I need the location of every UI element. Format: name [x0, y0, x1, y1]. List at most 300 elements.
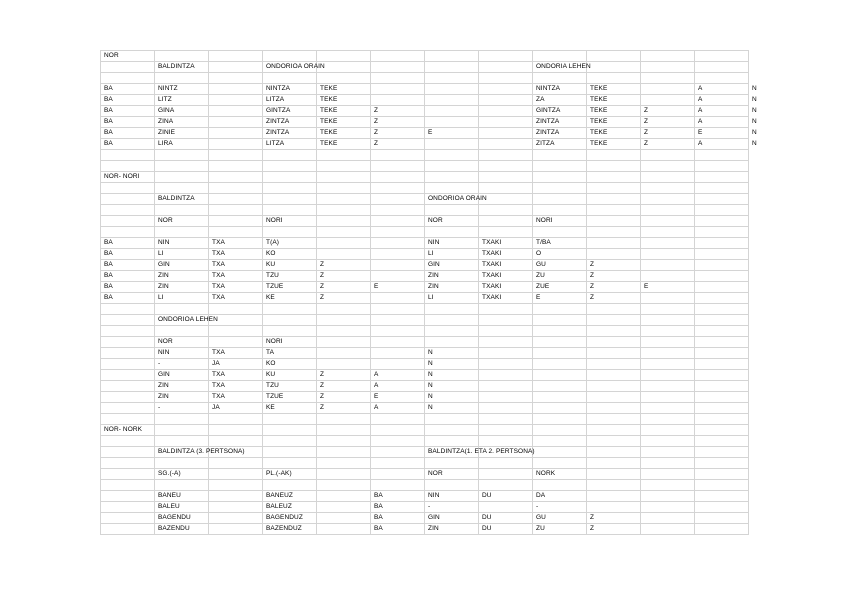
sheet-cell: [587, 414, 641, 425]
sheet-cell: BA: [101, 249, 155, 260]
sheet-cell: [479, 425, 533, 436]
sheet-row: [101, 194, 749, 205]
sheet-cell: [371, 95, 425, 106]
sheet-cell: Z: [587, 513, 641, 524]
sheet-cell: [101, 205, 155, 216]
sheet-cell: [317, 480, 371, 491]
sheet-row: [101, 458, 749, 469]
sheet-cell: [479, 172, 533, 183]
sheet-cell: [371, 161, 425, 172]
sheet-cell: [101, 315, 155, 326]
sheet-cell: BAGENDUZ: [263, 513, 317, 524]
sheet-cell: [209, 326, 263, 337]
sheet-cell: TEKE: [587, 117, 641, 128]
sheet-cell: [479, 183, 533, 194]
sheet-cell: [695, 293, 749, 304]
sheet-cell: [641, 293, 695, 304]
sheet-cell: ZIN: [155, 392, 209, 403]
sheet-cell: [641, 370, 695, 381]
sheet-cell: [479, 117, 533, 128]
sheet-cell: NINTZ: [155, 84, 209, 95]
sheet-row: [101, 150, 749, 161]
sheet-cell: [155, 205, 209, 216]
sheet-cell: [641, 381, 695, 392]
sheet-cell: [317, 491, 371, 502]
sheet-cell: [209, 62, 263, 73]
sheet-cell: KU: [263, 260, 317, 271]
sheet-cell: NOR- NORI: [101, 172, 155, 183]
sheet-cell: [425, 414, 479, 425]
sheet-cell: GIN: [155, 260, 209, 271]
sheet-cell: [317, 194, 371, 205]
sheet-cell: [641, 51, 695, 62]
sheet-cell: [479, 359, 533, 370]
sheet-cell: [101, 359, 155, 370]
sheet-cell: Z: [371, 139, 425, 150]
sheet-cell: [533, 227, 587, 238]
sheet-row: [101, 293, 749, 304]
sheet-cell: [371, 348, 425, 359]
sheet-cell: [425, 436, 479, 447]
sheet-cell: [641, 414, 695, 425]
sheet-cell: TXA: [209, 348, 263, 359]
sheet-cell: [371, 227, 425, 238]
sheet-cell-text: N: [752, 85, 757, 92]
sheet-cell: Z: [371, 106, 425, 117]
sheet-cell: [155, 480, 209, 491]
sheet-cell: [587, 337, 641, 348]
sheet-cell: Z: [317, 282, 371, 293]
sheet-cell: TXA: [209, 260, 263, 271]
sheet-cell: SG.(-A): [155, 469, 209, 480]
sheet-cell: [155, 414, 209, 425]
sheet-cell: BAZENDU: [155, 524, 209, 535]
sheet-row: [101, 260, 749, 271]
sheet-cell: [371, 480, 425, 491]
sheet-cell: NOR- NORK: [101, 425, 155, 436]
sheet-cell: -: [425, 502, 479, 513]
sheet-cell: [641, 403, 695, 414]
sheet-cell: T(A): [263, 238, 317, 249]
sheet-cell: ONDORIOA ORAIN: [425, 194, 479, 205]
sheet-cell: TEKE: [587, 106, 641, 117]
sheet-cell: [695, 282, 749, 293]
sheet-cell: [101, 414, 155, 425]
sheet-cell: TXAKI: [479, 260, 533, 271]
sheet-row: [101, 381, 749, 392]
sheet-cell: BALEUZ: [263, 502, 317, 513]
sheet-cell: [209, 139, 263, 150]
sheet-cell: LITZA: [263, 95, 317, 106]
sheet-cell: [101, 183, 155, 194]
sheet-cell: TXA: [209, 381, 263, 392]
sheet-cell: [425, 304, 479, 315]
sheet-row: [101, 172, 749, 183]
sheet-row: [101, 249, 749, 260]
sheet-cell: Z: [317, 403, 371, 414]
sheet-row: [101, 84, 749, 95]
sheet-cell: [695, 249, 749, 260]
sheet-cell: [695, 524, 749, 535]
sheet-cell: [695, 469, 749, 480]
sheet-cell: DA: [533, 491, 587, 502]
sheet-cell: [101, 216, 155, 227]
sheet-cell: [263, 447, 317, 458]
sheet-cell: TXAKI: [479, 249, 533, 260]
sheet-cell: [101, 304, 155, 315]
sheet-row: [101, 106, 749, 117]
sheet-cell: [425, 51, 479, 62]
sheet-cell: NOR: [101, 51, 155, 62]
sheet-cell-text: E: [698, 129, 703, 136]
sheet-cell: BA: [371, 513, 425, 524]
sheet-cell: [425, 95, 479, 106]
sheet-cell: [695, 172, 749, 183]
sheet-cell: NINTZA: [533, 84, 587, 95]
sheet-cell: [479, 337, 533, 348]
sheet-cell: [209, 425, 263, 436]
sheet-cell: [479, 381, 533, 392]
sheet-cell: BALDINTZA: [155, 62, 209, 73]
sheet-cell: ZITZA: [533, 139, 587, 150]
sheet-cell: [587, 403, 641, 414]
sheet-cell: GINTZA: [533, 106, 587, 117]
sheet-cell: [641, 304, 695, 315]
sheet-row: [101, 502, 749, 513]
sheet-row: [101, 227, 749, 238]
sheet-cell: TEKE: [587, 95, 641, 106]
sheet-row: [101, 183, 749, 194]
sheet-cell: [641, 513, 695, 524]
sheet-cell: [371, 216, 425, 227]
sheet-cell: [317, 502, 371, 513]
sheet-cell: [263, 227, 317, 238]
sheet-cell: [587, 370, 641, 381]
sheet-cell: [317, 161, 371, 172]
sheet-cell: [263, 425, 317, 436]
sheet-cell: [317, 238, 371, 249]
sheet-cell: [533, 403, 587, 414]
sheet-cell: [101, 337, 155, 348]
sheet-cell: [209, 502, 263, 513]
sheet-cell: [641, 227, 695, 238]
sheet-cell: [479, 436, 533, 447]
sheet-cell: [263, 315, 317, 326]
sheet-cell: [695, 216, 749, 227]
sheet-cell: -: [533, 502, 587, 513]
sheet-cell: [209, 205, 263, 216]
sheet-cell: Z: [587, 260, 641, 271]
sheet-row: [101, 128, 749, 139]
sheet-cell: Z: [587, 282, 641, 293]
sheet-cell: A: [371, 381, 425, 392]
sheet-cell: NORK: [533, 469, 587, 480]
sheet-cell: [533, 205, 587, 216]
sheet-cell: BA: [101, 117, 155, 128]
sheet-cell: JA: [209, 403, 263, 414]
sheet-cell: TZU: [263, 271, 317, 282]
sheet-cell: [371, 304, 425, 315]
sheet-cell: TXA: [209, 238, 263, 249]
sheet-cell: NORI: [533, 216, 587, 227]
sheet-cell: [425, 139, 479, 150]
sheet-cell: ZINIE: [155, 128, 209, 139]
sheet-cell: [479, 73, 533, 84]
sheet-cell: Z: [641, 117, 695, 128]
sheet-cell: [371, 194, 425, 205]
sheet-cell: [587, 469, 641, 480]
sheet-cell: [479, 227, 533, 238]
sheet-cell: [371, 447, 425, 458]
sheet-cell: BA: [101, 282, 155, 293]
sheet-cell: [317, 458, 371, 469]
sheet-cell: ZINTZA: [533, 117, 587, 128]
sheet-cell: BA: [371, 491, 425, 502]
sheet-cell: [479, 161, 533, 172]
sheet-cell-text: N: [752, 96, 757, 103]
sheet-row: [101, 447, 749, 458]
sheet-row: [101, 370, 749, 381]
sheet-cell: TXAKI: [479, 271, 533, 282]
sheet-cell: [695, 304, 749, 315]
sheet-cell: ZU: [533, 524, 587, 535]
sheet-cell: [209, 480, 263, 491]
sheet-cell: [101, 458, 155, 469]
sheet-cell: [371, 425, 425, 436]
sheet-cell: [695, 227, 749, 238]
sheet-cell: [101, 194, 155, 205]
sheet-cell: NIN: [425, 238, 479, 249]
sheet-cell: [533, 194, 587, 205]
sheet-cell: [533, 51, 587, 62]
sheet-cell: DU: [479, 513, 533, 524]
sheet-cell: [155, 73, 209, 84]
sheet-cell: [371, 62, 425, 73]
sheet-cell: [371, 359, 425, 370]
sheet-cell: [371, 436, 425, 447]
sheet-cell: [155, 227, 209, 238]
sheet-cell: [641, 469, 695, 480]
sheet-cell-text: A: [698, 85, 703, 92]
sheet-cell: [371, 293, 425, 304]
sheet-cell: TXA: [209, 282, 263, 293]
sheet-cell: [695, 315, 749, 326]
sheet-cell: E: [371, 392, 425, 403]
sheet-cell: NIN: [425, 491, 479, 502]
sheet-cell: [695, 370, 749, 381]
sheet-row: [101, 216, 749, 227]
sheet-cell: [101, 62, 155, 73]
sheet-cell: [425, 326, 479, 337]
sheet-cell: ZIN: [425, 282, 479, 293]
sheet-row: [101, 326, 749, 337]
sheet-cell: [695, 359, 749, 370]
sheet-cell-text: A: [698, 96, 703, 103]
sheet-cell: [263, 150, 317, 161]
sheet-cell: [425, 117, 479, 128]
sheet-cell: BAGENDU: [155, 513, 209, 524]
sheet-cell: [101, 161, 155, 172]
sheet-cell: [371, 458, 425, 469]
sheet-cell: [533, 348, 587, 359]
spreadsheet-body: [101, 51, 757, 535]
sheet-row: [101, 95, 749, 106]
sheet-cell: KO: [263, 249, 317, 260]
sheet-cell: [317, 348, 371, 359]
sheet-cell: [101, 73, 155, 84]
sheet-cell: -: [155, 403, 209, 414]
sheet-row: [101, 73, 749, 84]
sheet-cell: [695, 458, 749, 469]
sheet-cell: [695, 337, 749, 348]
sheet-cell: [317, 469, 371, 480]
sheet-cell: [533, 337, 587, 348]
sheet-cell: [317, 227, 371, 238]
sheet-cell: [209, 194, 263, 205]
sheet-cell: [587, 392, 641, 403]
sheet-cell: [641, 150, 695, 161]
sheet-cell: [479, 370, 533, 381]
sheet-cell: [641, 183, 695, 194]
sheet-cell-text: N: [752, 129, 757, 136]
sheet-cell: TEKE: [317, 84, 371, 95]
sheet-cell: [641, 260, 695, 271]
sheet-cell: Z: [317, 293, 371, 304]
sheet-cell: [695, 513, 749, 524]
sheet-cell: [101, 150, 155, 161]
sheet-cell: [533, 161, 587, 172]
sheet-cell: [533, 447, 587, 458]
sheet-cell: TEKE: [587, 139, 641, 150]
sheet-cell: [695, 260, 749, 271]
sheet-cell: [371, 150, 425, 161]
sheet-cell: E: [641, 282, 695, 293]
sheet-cell: GU: [533, 260, 587, 271]
sheet-cell: [263, 304, 317, 315]
sheet-cell: TA: [263, 348, 317, 359]
sheet-cell: ZINTZA: [533, 128, 587, 139]
sheet-cell: [695, 139, 757, 150]
sheet-cell: [263, 194, 317, 205]
sheet-cell: [209, 513, 263, 524]
sheet-cell: [425, 62, 479, 73]
sheet-cell: [155, 150, 209, 161]
sheet-cell: Z: [587, 271, 641, 282]
sheet-cell: [425, 458, 479, 469]
sheet-cell: [695, 128, 757, 139]
sheet-cell: [695, 95, 757, 106]
sheet-cell: ONDORIOA ORAIN: [263, 62, 317, 73]
sheet-cell: ONDORIOA LEHEN: [155, 315, 209, 326]
sheet-cell: [641, 271, 695, 282]
sheet-cell: [101, 403, 155, 414]
sheet-cell: [533, 183, 587, 194]
sheet-cell: [209, 216, 263, 227]
sheet-cell: [155, 458, 209, 469]
sheet-cell: [641, 447, 695, 458]
sheet-cell: [533, 150, 587, 161]
sheet-cell: ZA: [533, 95, 587, 106]
sheet-cell: [587, 183, 641, 194]
sheet-cell-text: A: [698, 118, 703, 125]
sheet-cell: [209, 458, 263, 469]
sheet-cell: [317, 73, 371, 84]
sheet-cell: LITZA: [263, 139, 317, 150]
sheet-row: [101, 359, 749, 370]
sheet-cell: [479, 62, 533, 73]
sheet-cell: [209, 436, 263, 447]
sheet-cell: [587, 502, 641, 513]
sheet-cell: [209, 84, 263, 95]
sheet-cell: [641, 425, 695, 436]
sheet-cell: TXA: [209, 271, 263, 282]
sheet-cell: [317, 326, 371, 337]
sheet-cell: ZUE: [533, 282, 587, 293]
sheet-cell: [479, 480, 533, 491]
sheet-cell: LI: [425, 249, 479, 260]
sheet-cell: KE: [263, 293, 317, 304]
sheet-cell: [479, 348, 533, 359]
sheet-cell: [695, 348, 749, 359]
sheet-cell: [371, 84, 425, 95]
sheet-cell: [641, 205, 695, 216]
sheet-cell: [263, 458, 317, 469]
sheet-cell: [317, 205, 371, 216]
sheet-cell: O: [533, 249, 587, 260]
sheet-cell: [371, 51, 425, 62]
sheet-cell: [101, 469, 155, 480]
sheet-cell: [209, 172, 263, 183]
sheet-cell: LI: [155, 249, 209, 260]
sheet-cell: [101, 348, 155, 359]
sheet-cell: TXA: [209, 249, 263, 260]
sheet-cell-text: N: [752, 118, 757, 125]
sheet-cell: Z: [317, 381, 371, 392]
sheet-cell-text: A: [698, 107, 703, 114]
sheet-cell: [695, 502, 749, 513]
sheet-cell: BA: [101, 106, 155, 117]
sheet-cell: [695, 436, 749, 447]
sheet-row: [101, 524, 749, 535]
sheet-cell: [479, 216, 533, 227]
sheet-cell: BA: [101, 139, 155, 150]
sheet-cell: [479, 392, 533, 403]
sheet-cell: [425, 337, 479, 348]
sheet-cell: [587, 249, 641, 260]
sheet-cell: [479, 326, 533, 337]
sheet-cell: [209, 128, 263, 139]
sheet-cell: [587, 161, 641, 172]
sheet-cell: ZINTZA: [263, 117, 317, 128]
sheet-cell: [479, 95, 533, 106]
sheet-cell: [371, 315, 425, 326]
sheet-cell: [317, 524, 371, 535]
sheet-cell: [317, 216, 371, 227]
sheet-cell: [479, 502, 533, 513]
sheet-cell: [371, 469, 425, 480]
sheet-cell: NORI: [263, 216, 317, 227]
sheet-cell: [371, 260, 425, 271]
sheet-cell: [641, 194, 695, 205]
sheet-cell: BALDINTZA (3. PERTSONA): [155, 447, 209, 458]
sheet-cell: [263, 414, 317, 425]
sheet-cell: [101, 447, 155, 458]
sheet-cell: [695, 194, 749, 205]
sheet-cell: BA: [101, 95, 155, 106]
sheet-cell: N: [425, 359, 479, 370]
sheet-cell: [101, 491, 155, 502]
sheet-cell: [425, 315, 479, 326]
